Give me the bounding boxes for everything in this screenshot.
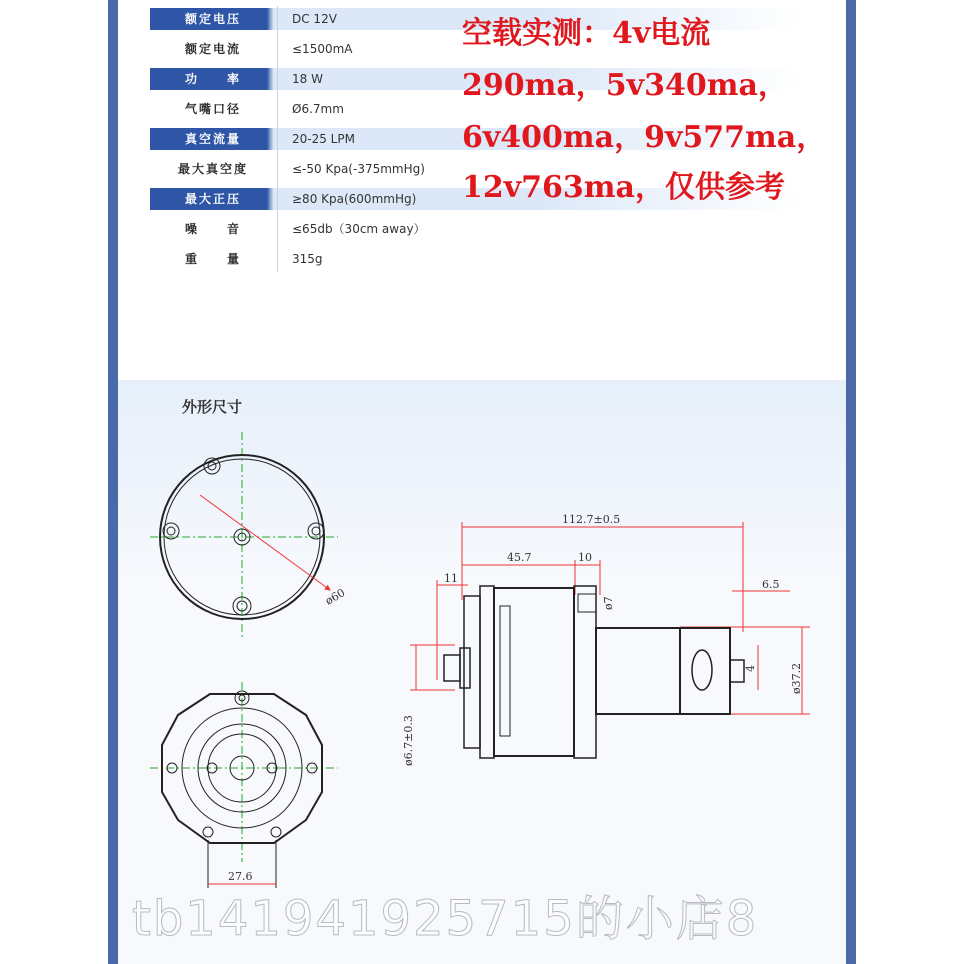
spec-label: 最大真空度 [177, 162, 248, 176]
dim-label: 10 [578, 551, 592, 564]
dim-label: 27.6 [228, 870, 253, 883]
section-title: 外形尺寸 [182, 398, 243, 416]
dim-label: ø7 [602, 596, 615, 610]
note-line: 290ma，5v340ma， [462, 68, 788, 103]
dim-label: 112.7±0.5 [562, 513, 621, 526]
front-view [150, 432, 347, 640]
spec-value: ≥80 Kpa(600mmHg) [292, 192, 417, 206]
spec-value: DC 12V [292, 12, 337, 26]
spec-value: 315g [292, 252, 323, 266]
spec-label: 功 率 [184, 72, 241, 86]
spec-label: 最大正压 [184, 192, 241, 206]
dim-label: ø37.2 [790, 662, 803, 694]
spec-label: 额定电流 [184, 42, 241, 56]
spec-value: Ø6.7mm [292, 102, 344, 116]
watermark: tb141941925715的小店8 [132, 891, 759, 947]
note-line: 12v763ma，仅供参考 [462, 170, 785, 205]
spec-label: 噪 音 [184, 222, 241, 236]
dim-label: ø6.7±0.3 [402, 715, 415, 766]
spec-value: ≤1500mA [292, 42, 353, 56]
spec-value: 18 W [292, 72, 323, 86]
note-line: 空载实测：4v电流 [462, 16, 711, 51]
spec-label: 重 量 [184, 252, 241, 266]
spec-value: 20-25 LPM [292, 132, 355, 146]
side-view [402, 513, 810, 766]
dim-label: 6.5 [762, 578, 780, 591]
spec-label: 真空流量 [184, 132, 241, 146]
spec-label: 额定电压 [184, 12, 241, 26]
spec-value: ≤-50 Kpa(-375mmHg) [292, 162, 425, 176]
note-line: 6v400ma，9v577ma， [462, 120, 827, 155]
dim-label: 4 [744, 665, 757, 672]
dim-label: ø60 [323, 586, 348, 608]
spec-value: ≤65db（30cm away） [292, 222, 426, 236]
dim-label: 45.7 [507, 551, 532, 564]
rear-view [150, 682, 338, 888]
spec-label: 气嘴口径 [184, 102, 241, 116]
dim-label: 11 [444, 572, 458, 585]
